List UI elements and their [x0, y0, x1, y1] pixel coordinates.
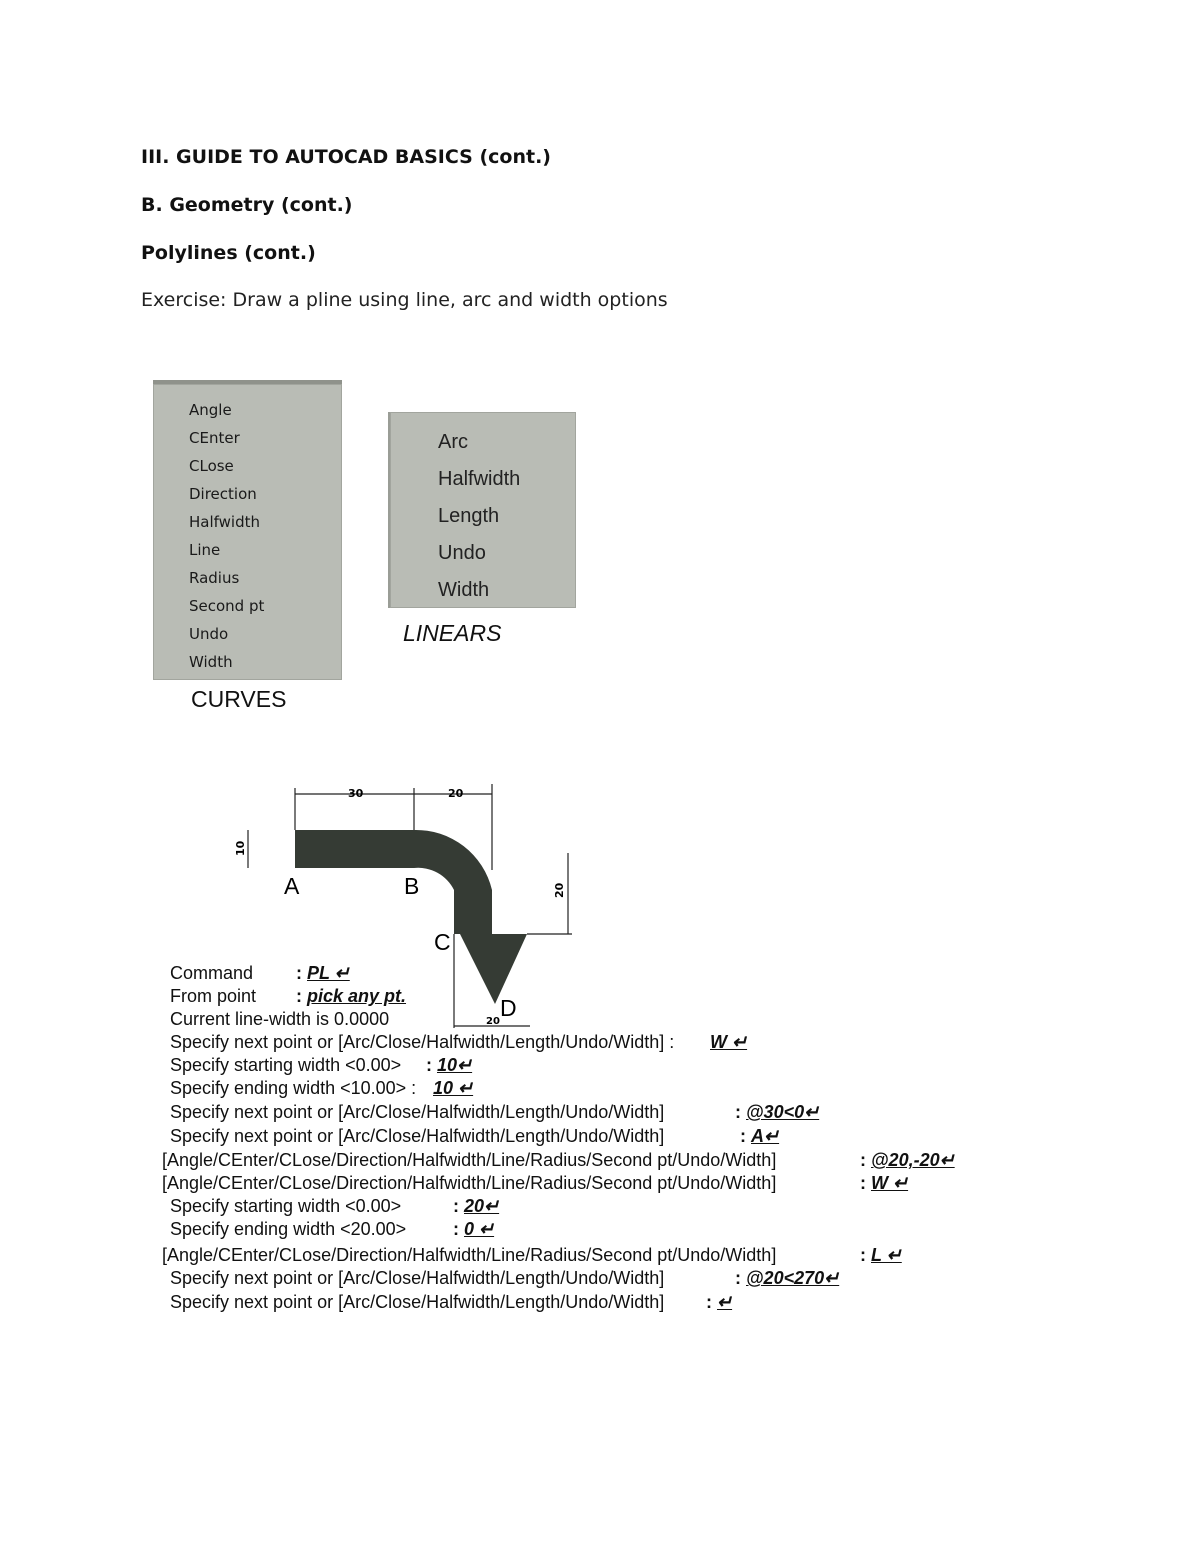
point-label-c: C: [434, 929, 451, 955]
cmd-prompt-5: Specify starting width <0.00>: [170, 1055, 402, 1075]
linears-item-undo[interactable]: Undo: [438, 542, 486, 564]
linears-item-halfwidth[interactable]: Halfwidth: [438, 468, 521, 490]
point-label-d: D: [500, 995, 517, 1021]
cmd-answer-11: : 20↵: [453, 1196, 500, 1216]
cmd-prompt-4: Specify next point or [Arc/Close/Halfwidth/Length/Undo/Width] :: [170, 1032, 675, 1052]
curves-options-menu: [153, 380, 342, 680]
cmd-prompt-9: [Angle/CEnter/CLose/Direction/Halfwidth/Line/Radius/Second pt/Undo/Width]: [162, 1150, 777, 1170]
cmd-prompt-10: [Angle/CEnter/CLose/Direction/Halfwidth/Line/Radius/Second pt/Undo/Width]: [162, 1173, 777, 1193]
dim-text-10: 10: [234, 840, 247, 856]
curves-item-radius[interactable]: Radius: [189, 569, 240, 587]
curves-item-direction[interactable]: Direction: [189, 485, 257, 503]
cmd-prompt-2: From point: [170, 986, 257, 1006]
cmd-answer-14: : @20<270↵: [735, 1268, 840, 1288]
cmd-answer-13: : L ↵: [860, 1245, 902, 1265]
cmd-answer-5: : 10↵: [426, 1055, 473, 1075]
exercise-text: Exercise: Draw a pline using line, arc and width options: [141, 289, 668, 311]
cmd-prompt-14: Specify next point or [Arc/Close/Halfwidth/Length/Undo/Width]: [170, 1268, 665, 1288]
curves-item-close[interactable]: CLose: [189, 457, 234, 475]
cmd-answer-8: : A↵: [740, 1126, 780, 1146]
point-label-b: B: [404, 873, 420, 899]
cmd-answer-7: : @30<0↵: [735, 1102, 820, 1122]
dim-text-20-right: 20: [553, 882, 566, 898]
curves-item-width[interactable]: Width: [189, 653, 233, 671]
linears-caption: LINEARS: [403, 620, 502, 646]
cmd-answer-9: : @20,-20↵: [860, 1150, 955, 1170]
curves-item-second-pt[interactable]: Second pt: [189, 597, 265, 615]
dim-text-20-top: 20: [448, 787, 464, 800]
cmd-prompt-6: Specify ending width <10.00> :: [170, 1078, 417, 1098]
cmd-prompt-15: Specify next point or [Arc/Close/Halfwidth/Length/Undo/Width]: [170, 1292, 665, 1312]
curves-item-undo[interactable]: Undo: [189, 625, 229, 643]
section-heading: III. GUIDE TO AUTOCAD BASICS (cont.): [141, 146, 551, 168]
cmd-answer-2: : pick any pt.: [296, 986, 407, 1006]
linears-item-arc[interactable]: Arc: [438, 431, 468, 453]
cmd-prompt-7: Specify next point or [Arc/Close/Halfwidth/Length/Undo/Width]: [170, 1102, 665, 1122]
cmd-prompt-8: Specify next point or [Arc/Close/Halfwidth/Length/Undo/Width]: [170, 1126, 665, 1146]
cmd-prompt-13: [Angle/CEnter/CLose/Direction/Halfwidth/Line/Radius/Second pt/Undo/Width]: [162, 1245, 777, 1265]
linears-item-width[interactable]: Width: [438, 579, 490, 601]
linears-options-menu: [388, 412, 576, 608]
cmd-answer-4: W ↵: [710, 1032, 748, 1052]
cmd-answer-12: : 0 ↵: [453, 1219, 495, 1239]
cmd-answer-6: 10 ↵: [433, 1078, 474, 1098]
topic-heading: Polylines (cont.): [141, 242, 316, 264]
dim-text-20-bottom: 20: [486, 1016, 500, 1027]
cmd-prompt-11: Specify starting width <0.00>: [170, 1196, 402, 1216]
cmd-answer-15: : ↵: [706, 1292, 733, 1312]
curves-item-halfwidth[interactable]: Halfwidth: [189, 513, 261, 531]
curves-item-angle[interactable]: Angle: [189, 401, 232, 419]
curves-item-line[interactable]: Line: [189, 541, 221, 559]
cmd-answer-10: : W ↵: [860, 1173, 909, 1193]
cmd-prompt-3: Current line-width is 0.0000: [170, 1009, 390, 1029]
cmd-prompt-12: Specify ending width <20.00>: [170, 1219, 407, 1239]
cmd-prompt-1: Command: [170, 963, 254, 983]
subsection-heading: B. Geometry (cont.): [141, 194, 353, 216]
cmd-answer-1: : PL ↵: [296, 963, 350, 983]
curves-caption: CURVES: [191, 686, 287, 712]
curves-item-center[interactable]: CEnter: [189, 429, 240, 447]
point-label-a: A: [284, 873, 300, 899]
dim-text-30: 30: [348, 787, 364, 800]
linears-item-length[interactable]: Length: [438, 505, 500, 527]
